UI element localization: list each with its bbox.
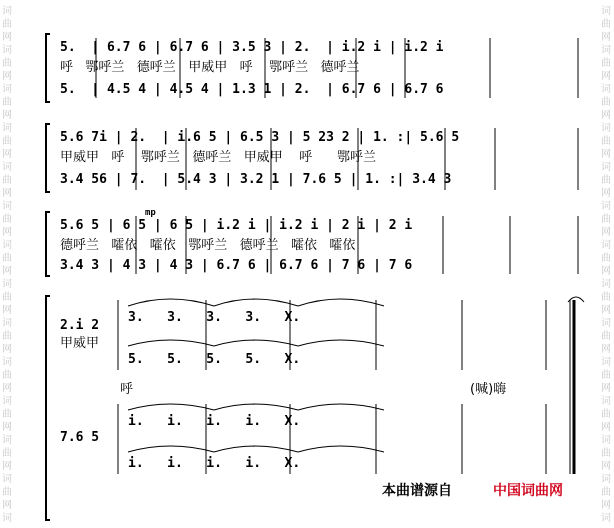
watermark-char: 曲 [2,253,12,264]
system4-voice3: i. i. i. i. X. [128,414,301,429]
dynamic-mark: mp [145,208,156,218]
watermark-char: 词 [601,318,611,329]
watermark-char: 网 [2,344,12,355]
system4-voice1: 3. 3. 3. 3. X. [128,310,301,325]
watermark-char: 网 [2,461,12,472]
system4-voice2: 5. 5. 5. 5. X. [128,352,301,367]
watermark-char: 曲 [601,136,611,147]
watermark-char: 词 [601,6,611,17]
watermark-char: 网 [601,266,611,277]
watermark-char: 曲 [601,19,611,30]
watermark-char: 词 [601,45,611,56]
system4-top-lyrics: 甲威甲 [60,336,100,351]
system4-bottom-left: 7.6 5 [60,430,100,445]
watermark-char: 网 [601,422,611,433]
watermark-char: 词 [2,318,12,329]
watermark-char: 曲 [2,409,12,420]
watermark-char: 曲 [2,175,12,186]
watermark-char: 词 [601,84,611,95]
system2-melody: 5.6 7i | 2. | i.6 5 | 6.5 3 | 5 23 2 | 1. :| 5.6 5 [60,130,460,145]
watermark-char: 曲 [601,175,611,186]
watermark-char: 词 [2,45,12,56]
watermark-char: 曲 [601,448,611,459]
watermark-char: 词 [2,279,12,290]
source-label: 本曲谱源自 [382,483,452,499]
watermark-char: 词 [601,240,611,251]
watermark-char: 曲 [601,253,611,264]
watermark-char: 词 [2,240,12,251]
watermark-char: 词 [2,435,12,446]
watermark-char: 词 [2,357,12,368]
watermark-char: 网 [601,188,611,199]
watermark-char: 词 [2,513,12,524]
system3-lyrics: 德呼兰 嚯依 嚯依 鄂呼兰 德呼兰 嚯依 嚯依 [60,238,356,253]
watermark-char: 网 [601,344,611,355]
watermark-char: 曲 [2,97,12,108]
watermark-char: 网 [601,110,611,121]
watermark-char: 词 [601,201,611,212]
watermark-char: 网 [601,149,611,160]
watermark-char: 词 [2,162,12,173]
watermark-char: 词 [2,396,12,407]
watermark-char: 曲 [601,409,611,420]
watermark-char: 词 [601,474,611,485]
watermark-char: 词 [601,513,611,524]
watermark-char: 曲 [2,292,12,303]
watermark-char: 网 [601,500,611,511]
site-name-link[interactable]: 中国词曲网 [493,483,563,499]
watermark-char: 网 [2,422,12,433]
watermark-char: 曲 [601,370,611,381]
watermark-char: 词 [601,162,611,173]
watermark-char: 网 [2,383,12,394]
watermark-char: 网 [2,266,12,277]
watermark-char: 网 [2,305,12,316]
watermark-char: 曲 [601,487,611,498]
watermark-char: 网 [2,71,12,82]
watermark-char: 网 [2,500,12,511]
system4-voice4: i. i. i. i. X. [128,456,301,471]
watermark-char: 词 [2,201,12,212]
watermark-char: 曲 [2,370,12,381]
watermark-char: 曲 [601,292,611,303]
system1-melody: 5. | 6.7 6 | 6.7 6 | 3.5 3 | 2. | i.2 i | i.2 i [60,40,444,55]
watermark-char: 网 [601,227,611,238]
system3-melody: 5.6 5 | 6 5 | 6 5 | i.2 i | i.2 i | 2 i | 2 i [60,218,413,233]
system1-bass: 5. | 4.5 4 | 4.5 4 | 1.3 1 | 2. | 6.7 6 | 6.7 6 [60,82,444,97]
watermark-char: 网 [601,32,611,43]
watermark-char: 曲 [2,214,12,225]
watermark-char: 网 [601,305,611,316]
system4-top-left: 2.i 2 [60,318,100,333]
system3-bass: 3.4 3 | 4 3 | 4 3 | 6.7 6 | 6.7 6 | 7 6 | 7 6 [60,258,413,273]
system2-lyrics: 甲威甲 呼 鄂呼兰 德呼兰 甲威甲 呼 鄂呼兰 [60,150,377,165]
watermark-char: 曲 [601,331,611,342]
watermark-char: 网 [2,110,12,121]
watermark-char: 词 [601,357,611,368]
watermark-char: 网 [2,149,12,160]
watermark-char: 词 [2,84,12,95]
watermark-char: 曲 [2,448,12,459]
watermark-char: 网 [2,188,12,199]
watermark-char: 词 [601,435,611,446]
watermark-char: 网 [601,461,611,472]
watermark-char: 网 [601,383,611,394]
watermark-char: 曲 [2,19,12,30]
watermark-char: 网 [2,32,12,43]
system2-bass: 3.4 56 | 7. | 5.4 3 | 3.2 1 | 7.6 5 | 1. :| 3.4 3 [60,172,452,187]
watermark-char: 词 [2,474,12,485]
watermark-char: 词 [2,6,12,17]
system1-lyrics: 呼 鄂呼兰 德呼兰 甲威甲 呼 鄂呼兰 德呼兰 [60,60,360,75]
watermark-char: 曲 [2,58,12,69]
watermark-char: 词 [2,123,12,134]
watermark-char: 曲 [2,331,12,342]
watermark-char: 曲 [2,136,12,147]
watermark-char: 网 [2,227,12,238]
watermark-char: 曲 [601,97,611,108]
watermark-char: 曲 [601,58,611,69]
watermark-char: 曲 [601,214,611,225]
watermark-char: 词 [601,396,611,407]
watermark-char: 网 [601,71,611,82]
watermark-char: 词 [601,123,611,134]
system4-shout: (喊)嗨 [470,382,507,397]
system4-hu: 呼 [120,382,134,397]
watermark-char: 曲 [2,487,12,498]
watermark-char: 词 [601,279,611,290]
